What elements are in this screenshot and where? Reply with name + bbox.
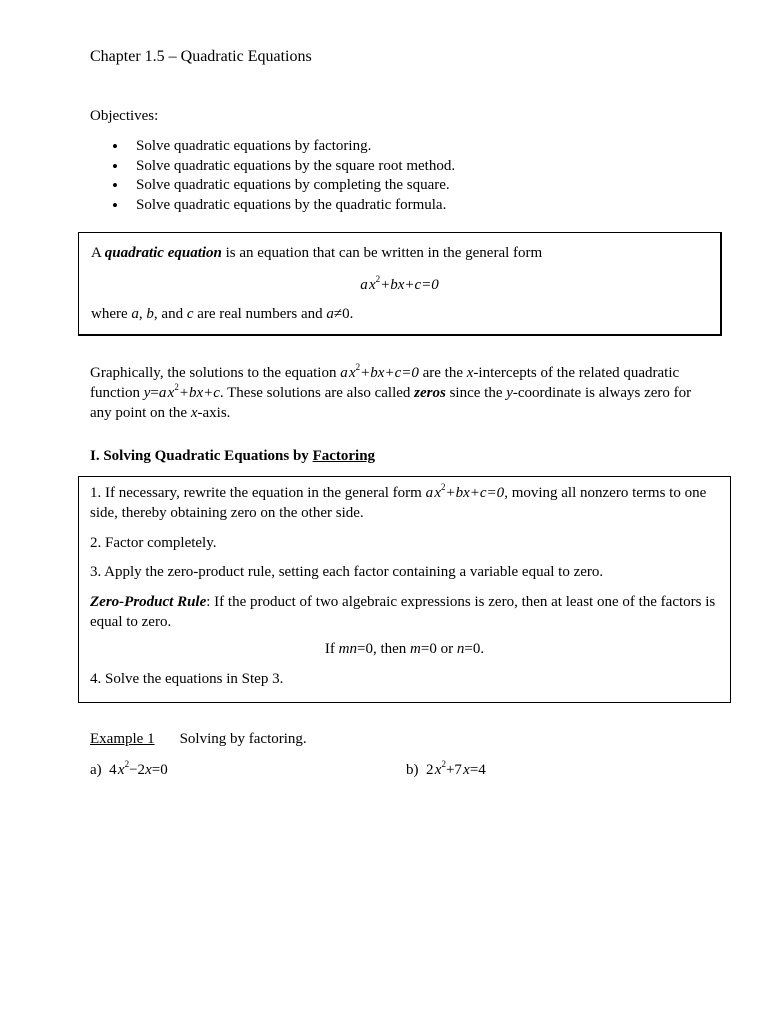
objective-item: • Solve quadratic equations by factoring.	[112, 137, 372, 156]
graphical-paragraph: Graphically, the solutions to the equation a $x^2+bx+c=0$ are the x-intercepts of the related quadratic function y=a $x^2+bx+c$. These solutions are also called zeros since the y-coordinate is always zero for any point on the x-axis.	[90, 362, 692, 421]
term-zeros: zeros	[414, 385, 446, 401]
example-part-a: a) 4 $x^2-2x=0$	[90, 759, 168, 778]
example-label: Example 1	[90, 731, 155, 747]
step-4: 4. Solve the equations in Step 3.	[90, 671, 284, 687]
zero-product-rule: Zero-Product Rule: If the product of two algebraic expressions is zero, then at least one of the factors is equal to zero.	[90, 594, 716, 630]
example-part-b: b) 2 $x^2+7$ x=4	[406, 759, 486, 778]
term-quadratic-equation: quadratic equation	[104, 245, 222, 261]
objective-item: • Solve quadratic equations by completing the square.	[112, 176, 450, 195]
definition-where-line: where a, b, and c are real numbers and a≠0.	[91, 306, 354, 322]
term-zero-product-rule: Zero-Product Rule	[90, 594, 207, 610]
general-form-formula: a $x^2+bx+c=0$	[360, 274, 439, 293]
bullet-icon: •	[112, 156, 118, 176]
section-heading-factoring: I. Solving Quadratic Equations by Factoring	[90, 448, 376, 464]
step-1: 1. If necessary, rewrite the equation in the general form a $x^2+bx+c=0$, moving all nonzero terms to one side, thereby obtaining zero on the other side.	[90, 482, 707, 521]
objectives-list	[112, 137, 455, 215]
objective-item: • Solve quadratic equations by the quadratic formula.	[112, 195, 447, 215]
zero-product-formula: If mn=0, then m=0 or n=0.	[324, 641, 485, 657]
definition-line: A quadratic equation is an equation that can be written in the general form	[91, 245, 543, 261]
bullet-icon: •	[112, 137, 118, 156]
bullet-icon: •	[112, 176, 118, 195]
bullet-icon: •	[112, 195, 118, 215]
definition-box	[78, 232, 722, 336]
objectives-heading: Objectives:	[90, 108, 159, 124]
example-description: Solving by factoring.	[179, 731, 307, 747]
objective-item: • Solve quadratic equations by the square root method.	[112, 156, 456, 176]
steps-box	[78, 476, 731, 703]
step-3: 3. Apply the zero-product rule, setting each factor containing a variable equal to zero.	[90, 564, 604, 580]
step-2: 2. Factor completely.	[90, 535, 217, 551]
page-title: Chapter 1.5 – Quadratic Equations	[90, 48, 312, 65]
example-header	[90, 730, 307, 750]
